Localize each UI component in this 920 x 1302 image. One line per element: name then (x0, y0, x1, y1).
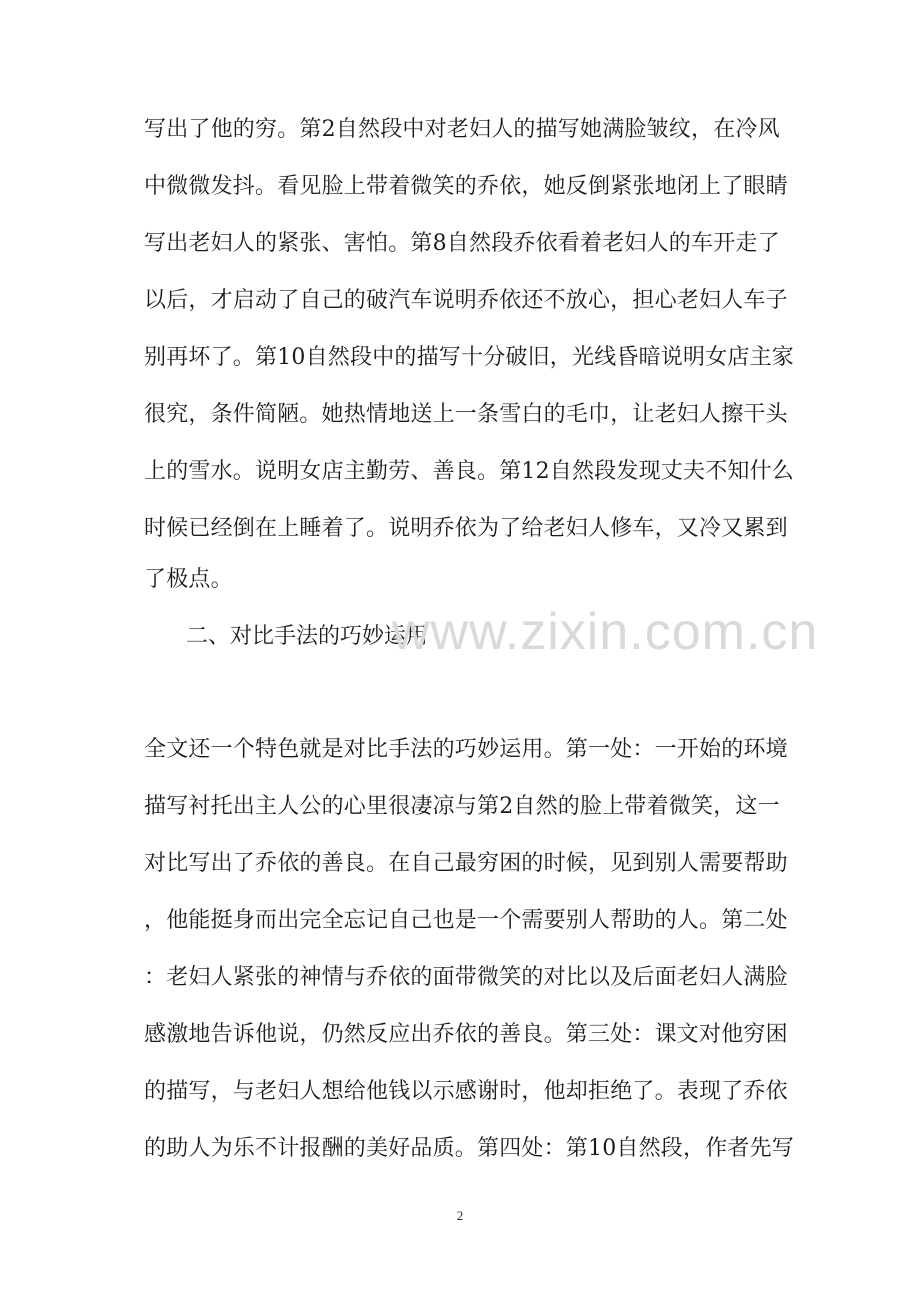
watermark: www.zixin.com.cn (392, 603, 819, 661)
paragraph-2-line-6: 感激地告诉他说，仍然反应出乔依的善良。第三处：课文对他穷困 (144, 1022, 788, 1047)
paragraph-1-line-6: 很究，条件简陋。她热情地送上一条雪白的毛巾，让老妇人擦干头 (144, 402, 788, 427)
paragraph-1-line-5: 别再坏了。第10自然段中的描写十分破旧，光线昏暗说明女店主家 (144, 345, 794, 370)
paragraph-1-line-3: 写出老妇人的紧张、害怕。第8自然段乔依看着老妇人的车开走了 (144, 231, 780, 256)
paragraph-1-line-4: 以后，才启动了自己的破汽车说明乔依还不放心，担心老妇人车子 (144, 288, 788, 313)
paragraph-1-line-9: 了极点。 (144, 567, 233, 592)
paragraph-1-line-1: 写出了他的穷。第2自然段中对老妇人的描写她满脸皱纹，在冷风 (144, 117, 780, 142)
paragraph-2-line-7: 的描写，与老妇人想给他钱以示感谢时，他却拒绝了。表现了乔依 (144, 1079, 788, 1104)
paragraph-2-line-8: 的助人为乐不计报酬的美好品质。第四处：第10自然段，作者先写 (144, 1136, 794, 1161)
page-number: 2 (456, 1208, 464, 1223)
paragraph-1-line-7: 上的雪水。说明女店主勤劳、善良。第12自然段发现丈夫不知什么 (144, 459, 794, 484)
paragraph-1-line-2: 中微微发抖。看见脸上带着微笑的乔依，她反倒紧张地闭上了眼睛 (144, 174, 788, 199)
paragraph-2-line-4: ，他能挺身而出完全忘记自己也是一个需要别人帮助的人。第二处 (144, 908, 788, 933)
section-heading: 二、对比手法的巧妙运用 (186, 624, 429, 649)
paragraph-2-line-1: 全文还一个特色就是对比手法的巧妙运用。第一处：一开始的环境 (144, 737, 788, 762)
paragraph-2-line-3: 对比写出了乔依的善良。在自己最穷困的时候，见到别人需要帮助 (144, 851, 788, 876)
paragraph-2-line-2: 描写衬托出主人公的心里很凄凉与第2自然的脸上带着微笑，这一 (144, 794, 780, 819)
paragraph-2-line-5: ：老妇人紧张的神情与乔依的面带微笑的对比以及后面老妇人满脸 (144, 965, 788, 990)
paragraph-1-line-8: 时候已经倒在上睡着了。说明乔依为了给老妇人修车，又冷又累到 (144, 516, 788, 541)
